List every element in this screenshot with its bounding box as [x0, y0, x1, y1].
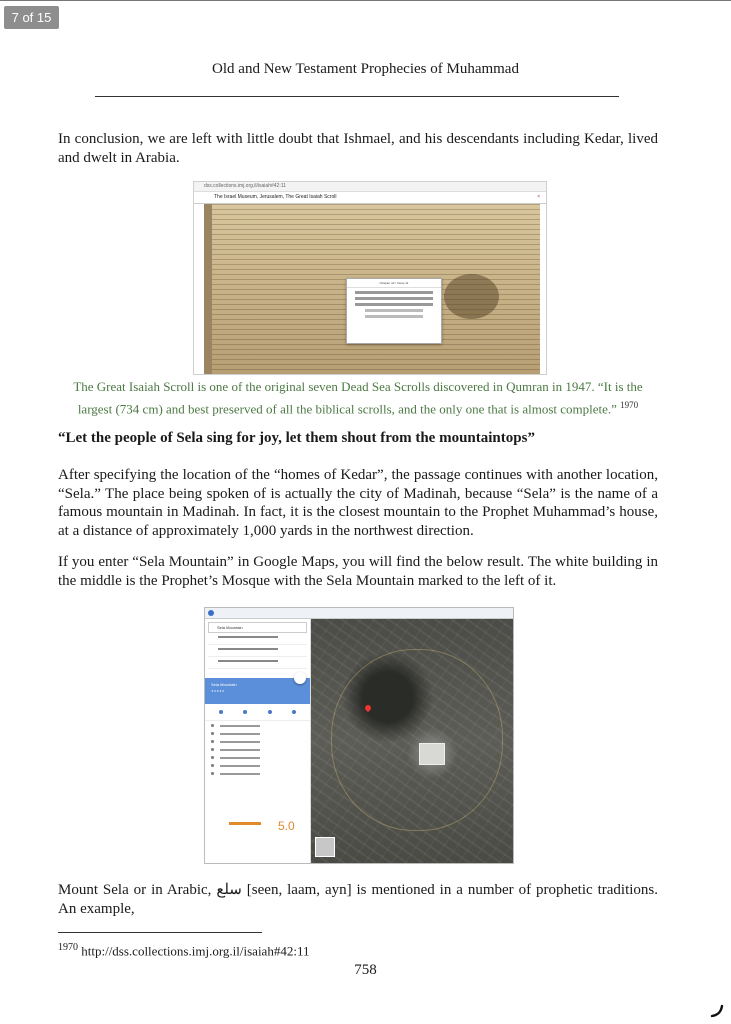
footnote-divider [58, 932, 262, 933]
parchment-stain [444, 274, 499, 319]
paragraph-sela-location: After specifying the location of the “homes of Kedar”, the passage continues with another location, “Sela.” The place being spoken of is actually the city of Madinah, because “Sela” is the name of a famous mountain in Madinah. In fact, it is the closest mountain to the Prophet Muhammad’s house, at a distance of approximately 1,000 yards in the northwest direction. [58, 467, 658, 539]
paragraph-google-maps: If you enter “Sela Mountain” in Google Maps, you will find the below result. The white building in the middle is the Prophet’s Mosque with the Sela Mountain marked to the left of it. [58, 554, 658, 589]
info-row [211, 731, 304, 737]
scroll-address-bar: dss.collections.imj.org.il/isaiah#42:11 [194, 182, 546, 192]
footnote-number: 1970 [58, 942, 78, 953]
section-heading: “Let the people of Sela sing for joy, let them shout from the mountaintops” [58, 430, 535, 446]
footnote [58, 942, 309, 959]
info-row [211, 755, 304, 761]
scroll-edge [204, 204, 212, 374]
scroll-caption [58, 378, 658, 418]
map-layer-thumbnail [315, 837, 335, 857]
map-side-panel [205, 619, 311, 863]
verse-line [355, 303, 433, 306]
back-icon [208, 610, 214, 616]
page-counter-badge: 7 of 15 [4, 6, 59, 29]
page-number: 758 [354, 962, 377, 978]
search-suggestion [208, 648, 307, 657]
scroll-caption-text: The Great Isaiah Scroll is one of the original seven Dead Sea Scrolls discovered in Qumran in 1947. “It is the largest (734 cm) and best preserved of all the biblical scrolls, and the only one that is almost complete.” [73, 379, 643, 417]
place-stars: ★★★★★ [211, 689, 225, 693]
map-browser-bar [205, 608, 513, 619]
map-search-box: Sela Mountain [208, 622, 307, 633]
directions-icon [294, 672, 306, 684]
prophets-mosque [419, 743, 445, 765]
isaiah-scroll-screenshot [193, 181, 547, 375]
footnote-url: http://dss.collections.imj.org.il/isaiah#42:11 [81, 943, 310, 959]
running-header-title: Old and New Testament Prophecies of Muhammad [212, 61, 519, 77]
google-maps-screenshot [204, 607, 514, 864]
paragraph-conclusion: In conclusion, we are left with little doubt that Ishmael, and his descendants including Kedar, lived and dwelt in Arabia. [58, 131, 658, 166]
place-actions [205, 704, 310, 721]
share-icon [292, 710, 296, 714]
verse-line [355, 291, 433, 294]
save-icon [219, 710, 223, 714]
verse-line [355, 297, 433, 300]
verse-popup [346, 278, 442, 344]
search-suggestion [208, 636, 307, 645]
verse-line [365, 309, 423, 312]
nearby-icon [243, 710, 247, 714]
info-row [211, 747, 304, 753]
scroll-viewer-titlebar [194, 192, 546, 204]
place-name: Sela Mountain [211, 682, 237, 687]
send-to-phone-icon [268, 710, 272, 714]
info-row [211, 739, 304, 745]
header-divider [95, 96, 619, 97]
verse-line [365, 315, 423, 318]
close-icon: × [537, 194, 540, 200]
satellite-map-view [311, 619, 513, 863]
search-suggestion [208, 660, 307, 669]
page-curl-icon [709, 1003, 725, 1019]
info-row [211, 763, 304, 769]
info-row [211, 723, 304, 729]
scroll-parchment-image [204, 204, 540, 374]
place-header [205, 678, 310, 704]
info-row [211, 771, 304, 777]
verse-popup-title: Chapter 42 / Verse 11 [347, 279, 441, 288]
viewer-top-border [0, 0, 731, 1]
paragraph-mount-sela: Mount Sela or in Arabic, سلع [seen, laam, ayn] is mentioned in a number of prophetic traditions. An example, [58, 882, 658, 917]
ring-road [331, 649, 503, 831]
caption-footnote-ref: 1970 [620, 400, 639, 410]
review-bar [229, 822, 261, 825]
review-score: 5.0 [278, 819, 295, 833]
scroll-viewer-title: The Israel Museum, Jerusalem, The Great Isaiah Scroll [214, 194, 337, 200]
